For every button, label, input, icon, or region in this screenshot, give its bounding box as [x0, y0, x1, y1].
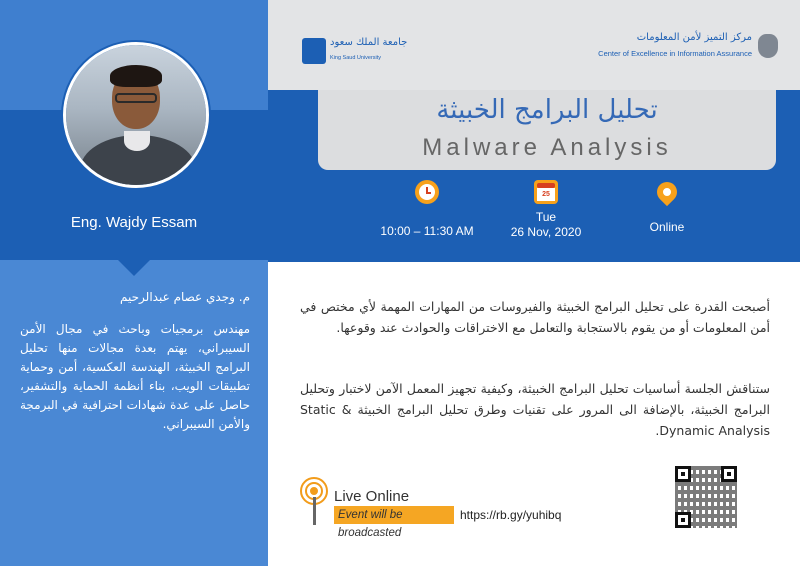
coeia-logo: [598, 30, 780, 70]
coeia-name-en: Center of Excellence in Information Assurance: [598, 49, 752, 58]
ksu-logo: [302, 36, 408, 66]
day-text: Tue: [535, 210, 557, 224]
location-pin-icon: [653, 178, 681, 206]
description-paragraph-1: أصبحت القدرة على تحليل البرامج الخبيثة والفيروسات من المهارات المهمة لأي مختص في أمن المعلومات أو من يقوم بالاستجابة والتعامل مع الاختراقات والحوادث عند وقوعها.: [300, 299, 770, 335]
photo-collar: [124, 131, 150, 151]
photo-hair: [110, 65, 162, 87]
speaker-pointer: [116, 258, 152, 276]
time-text: 10:00 – 11:30 AM: [380, 224, 474, 238]
photo-glasses: [115, 93, 157, 103]
ksu-name-ar: جامعة الملك سعود: [330, 37, 408, 48]
event-link[interactable]: https://rb.gy/yuhibq: [460, 508, 562, 522]
speaker-photo: [63, 42, 209, 188]
speaker-name-ar: م. وجدي عصام عبدالرحيم: [120, 290, 250, 304]
coeia-name-ar: مركز التميز لأمن المعلومات: [636, 32, 752, 43]
ksu-name-en: King Saud University: [330, 55, 382, 61]
clock-icon: [415, 180, 439, 204]
location-info: [597, 180, 737, 235]
date-text: 26 Nov, 2020: [510, 225, 582, 239]
qr-code-icon[interactable]: [675, 466, 737, 528]
speaker-bio: مهندس برمجيات وباحث في مجال الأمن السيبراني، يهتم بعدة مجالات منها تحليل البرامج الخبيثة، الهندسة العكسية، أمن وحماية تطبيقات الويب، بناء أنظمة الحماية والتشفير، حاصل على عدة شهادات احترافية في البرمجة والأمن السيبراني.: [20, 322, 250, 431]
speaker-name-en: Eng. Wajdy Essam: [70, 214, 198, 231]
broadcast-note: Event will be broadcasted: [334, 506, 454, 524]
title-arabic: تحليل البرامج الخبيثة: [436, 95, 658, 125]
date-info: [476, 180, 616, 240]
location-text: Online: [649, 220, 685, 234]
calendar-icon: [534, 180, 558, 204]
shield-icon: [758, 34, 778, 58]
ksu-emblem-icon: [302, 38, 326, 64]
description-paragraph-2: ستناقش الجلسة أساسيات تحليل البرامج الخبيثة، وكيفية تجهيز المعمل الآمن لاختبار وتحليل البرامج الخبيثة، بالإضافة الى المرور على تقنيات وطرق تحليل البرامج الخبيثة Static & Dynamic Analysis.: [300, 381, 770, 438]
broadcast-tower-icon: [300, 477, 328, 525]
calendar-day: 25: [537, 188, 555, 201]
live-online-label: Live Online: [334, 488, 410, 505]
title-english: Malware Analysis: [422, 134, 672, 161]
